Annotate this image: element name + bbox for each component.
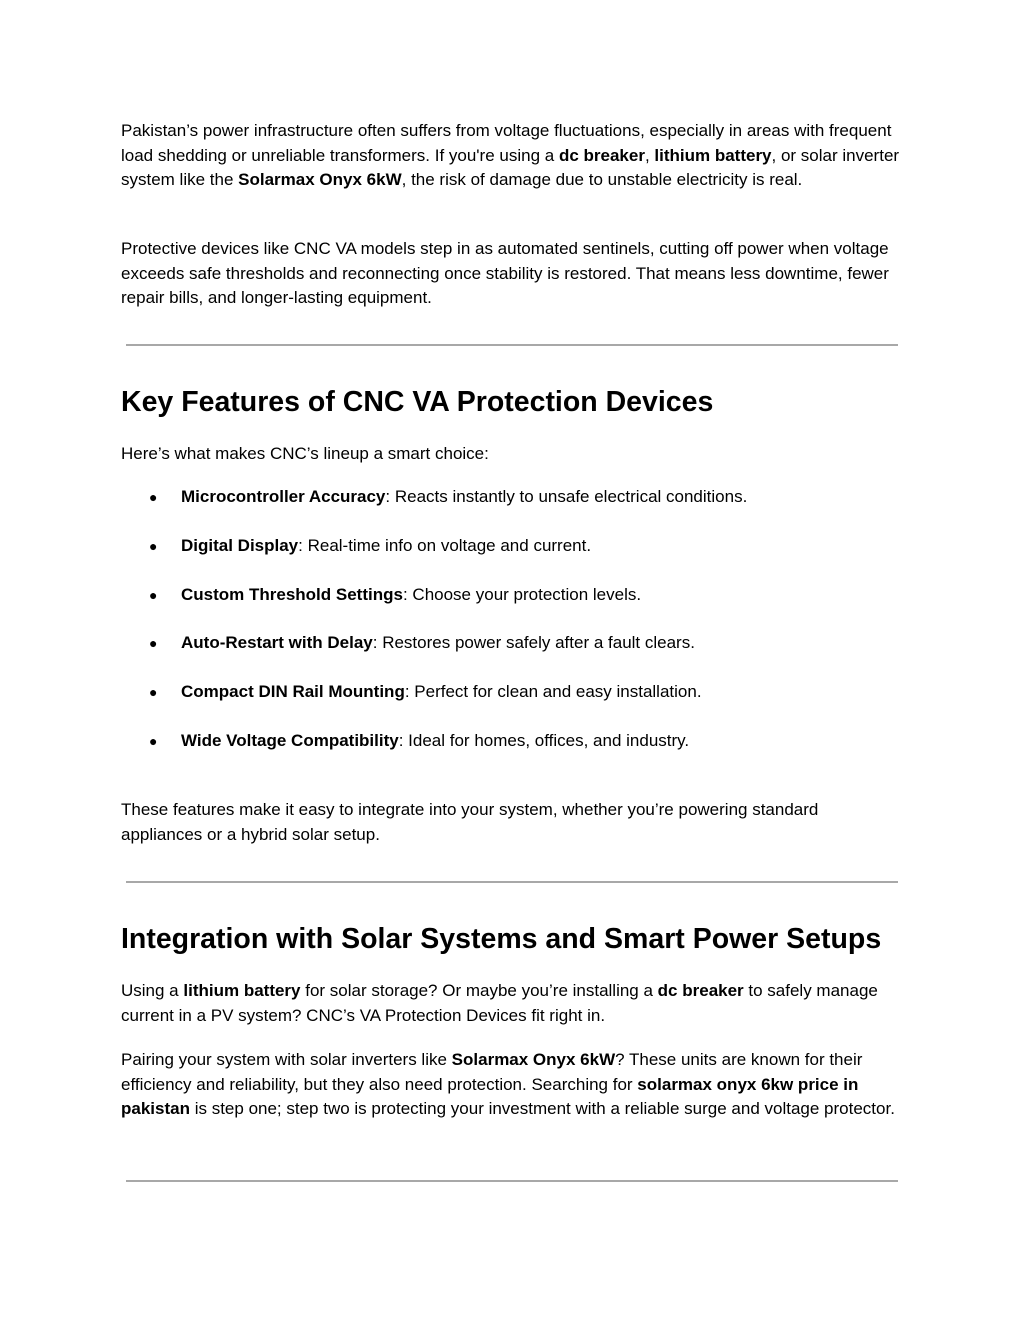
feature-title: Digital Display (181, 535, 299, 555)
list-item (121, 631, 903, 656)
feature-text: : Reacts instantly to unsafe electrical conditions. (385, 487, 748, 506)
feature-text: : Real-time info on voltage and current. (298, 535, 592, 555)
bold-term-dc-breaker: dc breaker (657, 981, 744, 1000)
integration-paragraph-1 (121, 979, 903, 1028)
feature-list (121, 485, 903, 778)
intro-paragraph-1 (121, 119, 903, 193)
feature-text: : Perfect for clean and easy installation. (404, 682, 702, 702)
feature-text: : Restores power safely after a fault clears. (372, 633, 695, 653)
feature-title: Auto-Restart with Delay (181, 633, 373, 653)
list-item (121, 583, 903, 608)
integration-text: ? These units are known for their efficiency and reliability, but they also need protection. Searching for (121, 1050, 863, 1094)
integration-paragraph-2 (121, 1048, 903, 1122)
bold-term-price-search: solarmax onyx 6kw price in pakistan (121, 1074, 859, 1118)
integration-text: Using a (121, 981, 184, 1000)
intro-paragraph-2: Protective devices like CNC VA models step in as automated sentinels, cutting off power when voltage exceeds safe thresholds and reconnecting once stability is restored. That means less downtime, fewer repair bills, and longer-lasting equipment. (121, 239, 889, 307)
feature-text: : Ideal for homes, offices, and industry. (398, 730, 690, 750)
integration-text: Pairing your system with solar inverters like (121, 1050, 452, 1069)
bullet-icon: ● (149, 489, 158, 505)
section-heading-integration: Integration with Solar Systems and Smart Power Setups (121, 923, 882, 955)
list-item (121, 534, 903, 559)
list-item (121, 729, 903, 754)
section-heading-features: Key Features of CNC VA Protection Devices (121, 386, 714, 418)
intro-text: , or solar inverter system like the (121, 145, 900, 189)
bullet-icon: ● (149, 537, 158, 554)
features-closing: These features make it easy to integrate into your system, whether you’re powering standard appliances or a hybrid solar setup. (121, 800, 819, 844)
integration-text: to safely manage current in a PV system? CNC’s VA Protection Devices fit right in. (121, 981, 878, 1025)
feature-title: Wide Voltage Compatibility (181, 730, 399, 750)
section-divider (126, 881, 898, 883)
feature-title: Compact DIN Rail Mounting (181, 682, 405, 702)
intro-text: , the risk of damage due to unstable electricity is real. (401, 170, 803, 189)
bullet-icon: ● (149, 635, 158, 652)
feature-text: : Choose your protection levels. (402, 584, 642, 604)
intro-text: Pakistan’s power infrastructure often suffers from voltage fluctuations, especially in areas with frequent load shedding or unreliable transformers. If you're using a (121, 121, 892, 165)
bold-term-solarmax-onyx: Solarmax Onyx 6kW (451, 1050, 616, 1069)
feature-title: Microcontroller Accuracy (181, 487, 386, 506)
bold-term-lithium-battery: lithium battery (654, 145, 772, 165)
bullet-icon: ● (149, 586, 158, 603)
intro-text: , (644, 145, 655, 165)
section-divider (126, 344, 898, 346)
section-divider (126, 1180, 898, 1182)
bullet-icon: ● (149, 684, 158, 701)
feature-title: Custom Threshold Settings (181, 584, 403, 604)
bullet-icon: ● (149, 732, 158, 749)
integration-text: for solar storage? Or maybe you’re installing a (300, 981, 658, 1000)
integration-text: is step one; step two is protecting your investment with a reliable surge and voltage protector. (189, 1099, 895, 1118)
bold-term-dc-breaker: dc breaker (558, 145, 645, 165)
list-item (121, 485, 903, 510)
list-item (121, 680, 903, 705)
bold-term-lithium-battery: lithium battery (183, 981, 301, 1000)
features-lead: Here’s what makes CNC’s lineup a smart choice: (121, 444, 489, 463)
bold-term-solarmax-onyx: Solarmax Onyx 6kW (238, 170, 402, 189)
